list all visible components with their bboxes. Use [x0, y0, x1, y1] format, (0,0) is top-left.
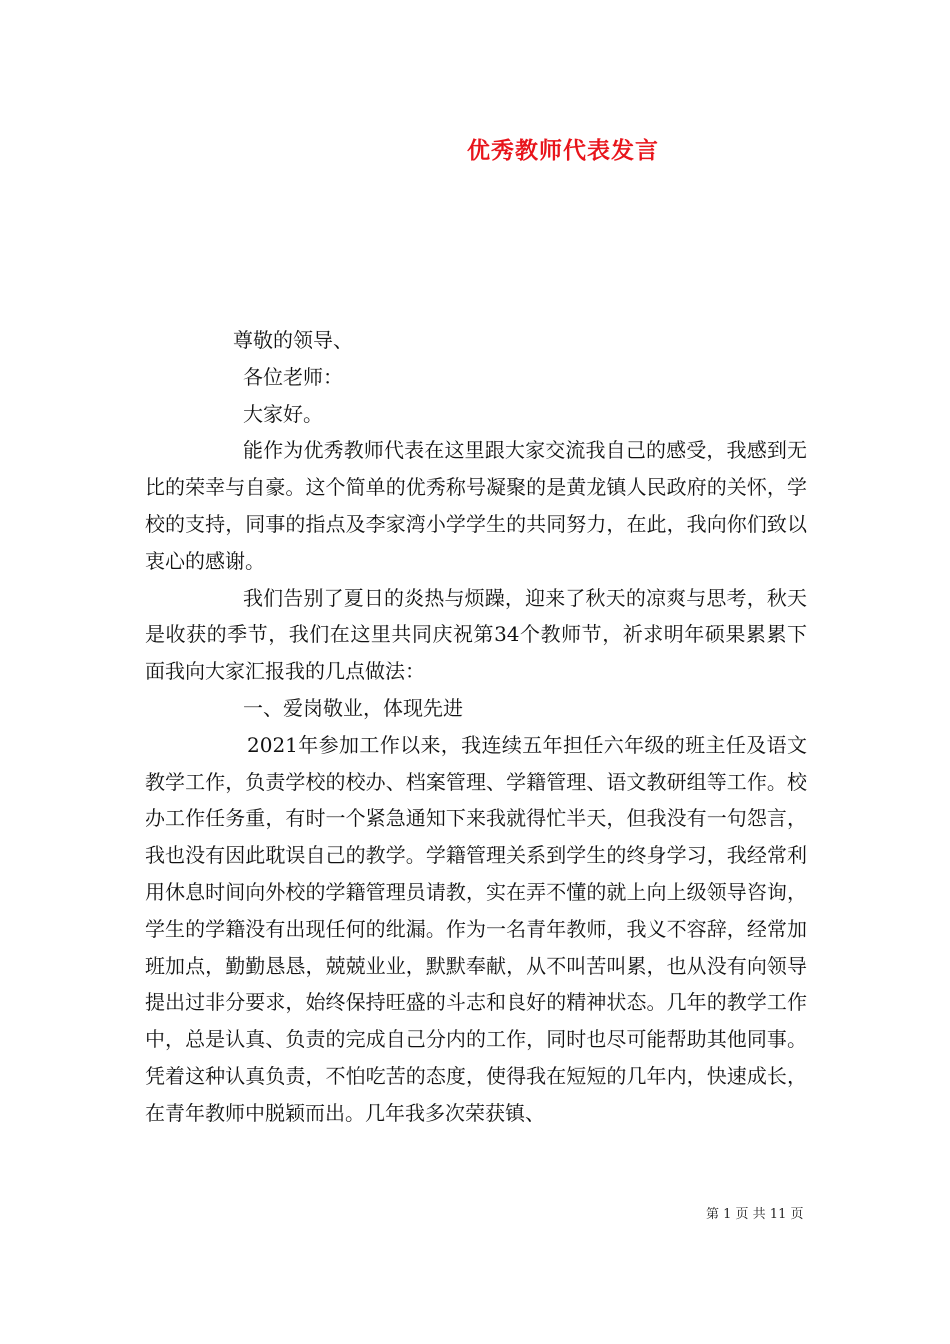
document-title: 优秀教师代表发言: [467, 138, 659, 164]
document-body: [145, 322, 807, 1132]
salutation-teachers: 各位老师：: [243, 364, 343, 389]
page-number-footer: 第 1 页 共 11 页: [706, 1207, 804, 1222]
salutation-leaders: 尊敬的领导、: [233, 328, 353, 352]
paragraph-work-experience: 2021年参加工作以来，我连续五年担任六年级的班主任及语文教学工作，负责学校的校办、档案管理、学籍管理、语文教研组等工作。校办工作任务重，有时一个紧急通知下来我就得忙半天，但我没有一句怨言，我也没有因此耽误自己的教学。学籍管理关系到学生的终身学习，我经常利用休息时间向外校的学籍管理员请教，实在弄不懂的就上向上级领导咨询，学生的学籍没有出现任何的纰漏。作为一名青年教师，我义不容辞，经常加班加点，勤勤恳恳，兢兢业业，默默奉献，从不叫苦叫累，也从没有向领导提出过非分要求，始终保持旺盛的斗志和良好的精神状态。几年的教学工作中，总是认真、负责的完成自己分内的工作，同时也尽可能帮助其他同事。凭着这种认真负责，不怕吃苦的态度，使得我在短短的几年内，快速成长，在青年教师中脱颖而出。几年我多次荣获镇、: [145, 732, 807, 1125]
greeting: 大家好。: [243, 401, 323, 426]
paragraph-gratitude: 能作为优秀教师代表在这里跟大家交流我自己的感受，我感到无比的荣幸与自豪。这个简单的优秀称号凝聚的是黄龙镇人民政府的关怀，学校的支持，同事的指点及李家湾小学学生的共同努力，在此，我向你们致以衷心的感谢。: [145, 438, 807, 573]
paragraph-autumn: 我们告别了夏日的炎热与烦躁，迎来了秋天的凉爽与思考，秋天是收获的季节，我们在这里共同庆祝第34个教师节，祈求明年硕果累累下面我向大家汇报我的几点做法：: [145, 585, 807, 684]
section-heading-dedication: 一、爱岗敬业，体现先进: [243, 695, 463, 720]
